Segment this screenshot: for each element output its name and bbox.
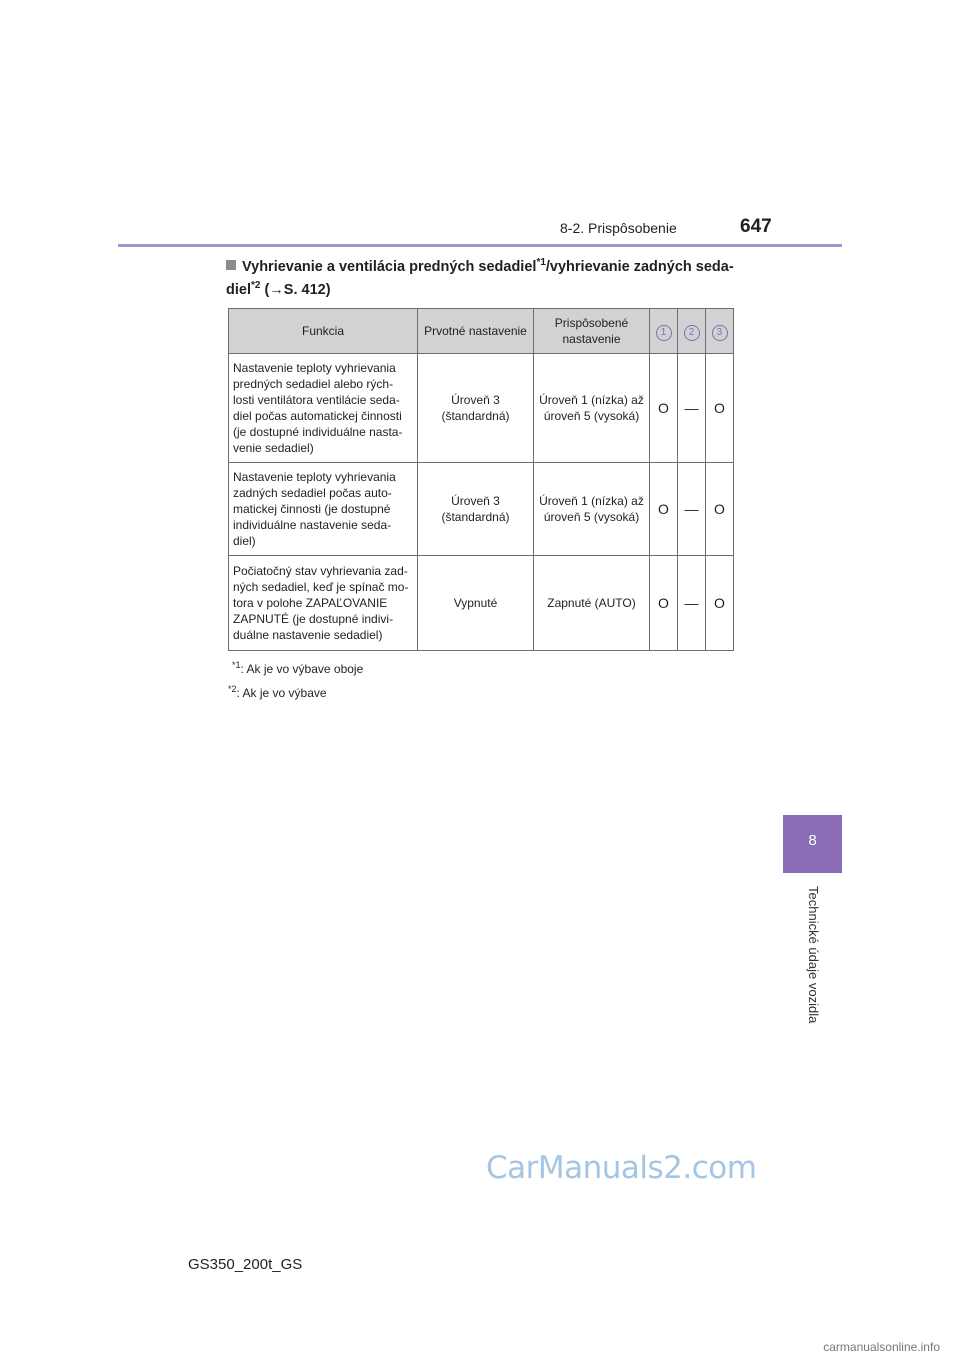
table-row <box>229 556 734 651</box>
table-row <box>229 463 734 556</box>
cell-mark-2: — <box>678 556 706 651</box>
customization-table <box>228 308 734 651</box>
cell-initial: Úroveň 3 (štandardná) <box>418 463 534 556</box>
footnote-2 <box>228 684 327 700</box>
cell-custom: Zapnuté (AUTO) <box>534 556 650 651</box>
chapter-label-text: Technické údaje vozidla <box>806 886 821 1024</box>
chapter-number: 8 <box>808 832 817 849</box>
heading-part2: /vyhrievanie zadných seda-diel <box>226 259 734 298</box>
cell-mark-1: O <box>650 354 678 463</box>
cell-function: Počiatočný stav vyhrievania zad-ných sedadiel, keď je spínač mo-tora v polohe ZAPAĽOVANIE ZAPNUTÉ (je dostupné indivi-duálne nastavenie sedadiel) <box>229 556 418 651</box>
header-col-3 <box>706 309 734 354</box>
cell-mark-3: O <box>706 556 734 651</box>
table-row <box>229 354 734 463</box>
header-initial: Prvotné nastavenie <box>418 309 534 354</box>
cell-mark-2: — <box>678 463 706 556</box>
header-col-2 <box>678 309 706 354</box>
number-1-icon: 1 <box>656 325 672 341</box>
footnote-mark: *2 <box>228 684 237 694</box>
cell-initial: Vypnuté <box>418 556 534 651</box>
section-heading <box>226 256 756 302</box>
heading-footnote-mark-2: *2 <box>250 280 261 292</box>
section-title: 8-2. Prispôsobenie <box>560 220 677 236</box>
cell-custom: Úroveň 1 (nízka) až úroveň 5 (vysoká) <box>534 463 650 556</box>
bottom-site-watermark: carmanualsonline.info <box>823 1340 940 1354</box>
header-custom: Prispôsobené nastavenie <box>534 309 650 354</box>
number-2-icon: 2 <box>684 325 700 341</box>
cell-custom: Úroveň 1 (nízka) až úroveň 5 (vysoká) <box>534 354 650 463</box>
header-function: Funkcia <box>229 309 418 354</box>
cell-initial: Úroveň 3 (štandardná) <box>418 354 534 463</box>
table-header-row <box>229 309 734 354</box>
footnote-text: : Ak je vo výbave oboje <box>240 662 364 676</box>
cell-function: Nastavenie teploty vyhrievania predných sedadiel alebo rých-losti ventilátora ventilácie seda-diel počas automatickej činnosti (je dostupné individuálne nasta-venie sedadiel) <box>229 354 418 463</box>
cell-function: Nastavenie teploty vyhrievania zadných sedadiel počas auto-matickej činnosti (je dostupné individuálne nastavenie seda-diel) <box>229 463 418 556</box>
cell-mark-3: O <box>706 354 734 463</box>
footnote-text: : Ak je vo výbave <box>236 686 327 700</box>
footnote-mark: *1 <box>232 660 241 670</box>
footer-model-code: GS350_200t_GS <box>188 1256 303 1273</box>
number-3-icon: 3 <box>712 325 728 341</box>
heading-part1: Vyhrievanie a ventilácia predných sedadiel <box>242 259 537 275</box>
cell-mark-2: — <box>678 354 706 463</box>
cell-mark-1: O <box>650 463 678 556</box>
heading-footnote-mark-1: *1 <box>536 257 546 269</box>
cell-mark-1: O <box>650 556 678 651</box>
page-number: 647 <box>740 216 772 237</box>
header-col-1 <box>650 309 678 354</box>
square-bullet-icon <box>226 260 236 270</box>
watermark-link[interactable]: CarManuals2.com <box>486 1150 757 1186</box>
cell-mark-3: O <box>706 463 734 556</box>
footnote-1 <box>232 660 363 676</box>
heading-page-ref[interactable]: (→S. 412) <box>260 282 331 298</box>
header-divider <box>118 244 842 247</box>
chapter-tab[interactable] <box>783 815 842 873</box>
chapter-label <box>802 886 824 1046</box>
